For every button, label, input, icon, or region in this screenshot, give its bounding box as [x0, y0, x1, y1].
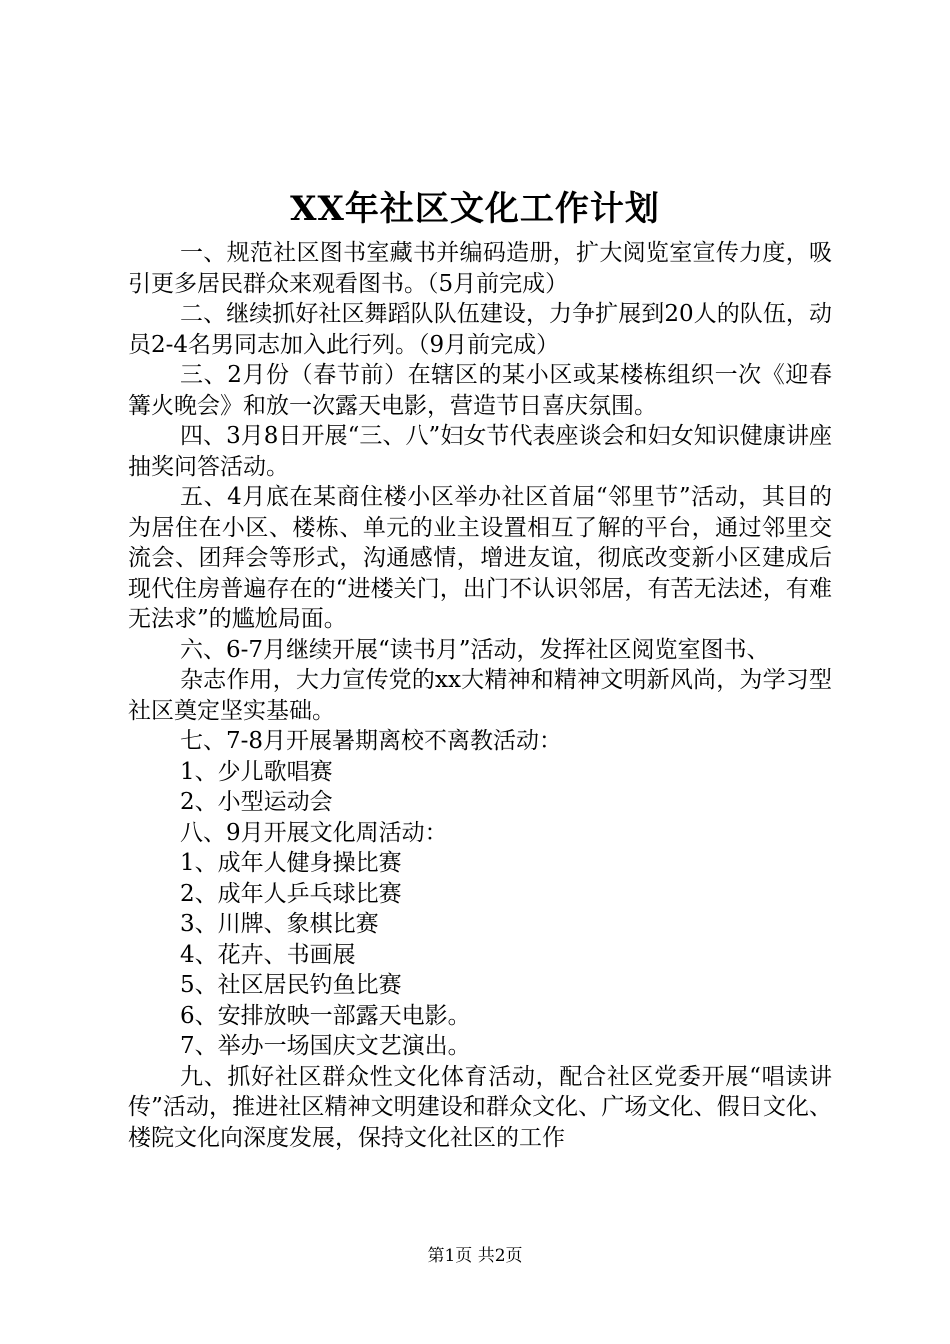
paragraph-2: 二、继续抓好社区舞蹈队队伍建设，力争扩展到20人的队伍，动员2-4名男同志加入此行列。（9月前完成） — [128, 301, 832, 358]
page-footer: 第1页 共2页 — [427, 1246, 523, 1266]
paragraph-4: 四、3月8日开展“三、八”妇女节代表座谈会和妇女知识健康讲座抽奖问答活动。 — [128, 423, 832, 480]
list-item: 1、少儿歌唱赛 — [180, 758, 333, 785]
paragraph-5: 五、4月底在某商住楼小区举办社区首届“邻里节”活动，其目的为居住在小区、楼栋、单元的业主设置相互了解的平台，通过邻里交流会、团拜会等形式，沟通感情，增进友谊，彻底改变新小区建成后现代住房普遍存在的“进楼关门，出门不认识邻居，有苦无法述，有难无法求”的尴尬局面。 — [128, 484, 832, 632]
paragraph-9: 八、9月开展文化周活动： — [180, 819, 448, 846]
paragraph-10: 九、抓好社区群众性文化体育活动，配合社区党委开展“唱读讲传”活动，推进社区精神文明建设和群众文化、广场文化、假日文化、楼院文化向深度发展，保持文化社区的工作 — [128, 1063, 832, 1151]
list-item: 4、花卉、书画展 — [180, 941, 356, 968]
paragraph-6: 六、6-7月继续开展“读书月”活动，发挥社区阅览室图书、 — [180, 636, 770, 663]
list-item: 2、成年人乒乓球比赛 — [180, 880, 402, 907]
document-title: XX年社区文化工作计划 — [290, 189, 660, 229]
list-item: 3、川牌、象棋比赛 — [180, 911, 379, 937]
paragraph-3: 三、2月份（春节前）在辖区的某小区或某楼栋组织一次《迎春篝火晚会》和放一次露天电影，营造节日喜庆氛围。 — [128, 362, 832, 419]
list-item: 6、安排放映一部露天电影。 — [180, 1002, 471, 1029]
paragraph-7: 杂志作用，大力宣传党的xx大精神和精神文明新风尚，为学习型社区奠定坚实基础。 — [128, 667, 832, 724]
list-item: 7、举办一场国庆文艺演出。 — [180, 1033, 471, 1059]
paragraph-1: 一、规范社区图书室藏书并编码造册，扩大阅览室宣传力度，吸引更多居民群众来观看图书。（5月前完成） — [128, 240, 832, 297]
list-item: 5、社区居民钓鱼比赛 — [180, 972, 402, 998]
paragraph-8: 七、7-8月开展暑期离校不离教活动： — [180, 728, 563, 754]
document-body — [128, 238, 832, 1153]
list-item: 2、小型运动会 — [180, 789, 333, 815]
list-item: 1、成年人健身操比赛 — [180, 850, 402, 876]
